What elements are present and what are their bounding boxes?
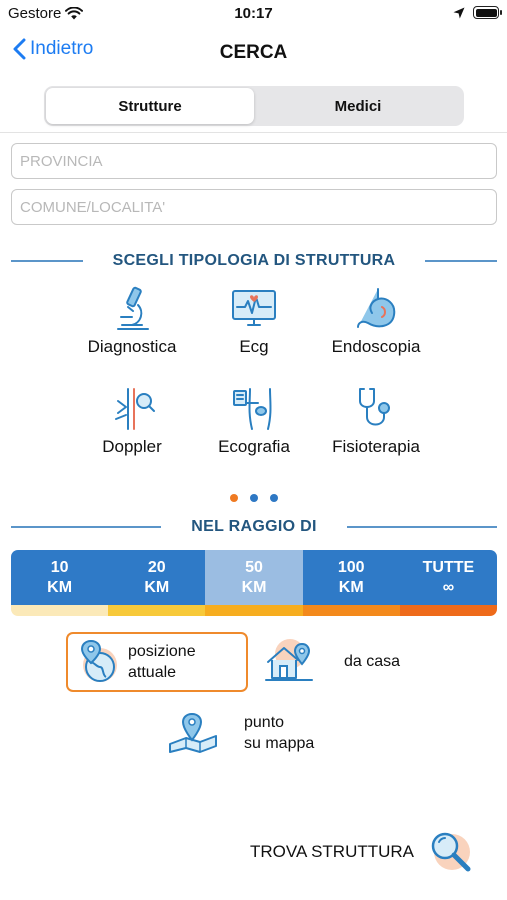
radius-section-title: NEL RAGGIO DI <box>191 518 317 535</box>
comune-input[interactable] <box>11 189 497 225</box>
radius-label <box>303 550 400 605</box>
type-label-doppler: Doppler <box>102 437 162 456</box>
current-position-line1: posizione <box>128 643 196 660</box>
current-position-label <box>128 641 196 683</box>
globe-pin-icon <box>78 639 120 685</box>
page-dot[interactable] <box>250 494 258 502</box>
header-line-left <box>11 260 83 262</box>
type-label-fisioterapia: Fisioterapia <box>332 437 420 456</box>
divider <box>0 132 507 133</box>
radius-unit: KM <box>144 578 170 596</box>
header-line-right <box>425 260 497 262</box>
house-pin-icon <box>264 638 314 684</box>
radius-value: 50 <box>245 558 263 576</box>
stomach-icon <box>352 285 400 333</box>
radius-label <box>400 550 497 605</box>
status-right <box>453 6 499 19</box>
province-input[interactable] <box>11 143 497 179</box>
stethoscope-icon <box>352 385 400 433</box>
type-label-ecg: Ecg <box>239 337 269 356</box>
battery-fill <box>476 9 497 17</box>
radius-unit: KM <box>47 578 73 596</box>
segmented-control <box>44 86 464 126</box>
map-point-label <box>244 712 314 754</box>
location-arrow-icon <box>453 7 465 19</box>
ecg-monitor-icon <box>230 285 278 333</box>
ultrasound-icon <box>230 385 278 433</box>
header-line-left <box>11 526 161 528</box>
type-label-endoscopia: Endoscopia <box>331 337 421 356</box>
type-item-doppler[interactable] <box>67 385 197 457</box>
back-label: Indietro <box>30 38 94 59</box>
current-position-option[interactable] <box>66 632 248 692</box>
radius-value: 20 <box>147 558 166 576</box>
radius-option-100[interactable] <box>303 550 400 616</box>
page-dot[interactable] <box>230 494 238 502</box>
radius-value: 100 <box>337 558 365 576</box>
radius-unit: KM <box>241 578 267 596</box>
radius-option-50[interactable] <box>205 550 302 616</box>
page-dot[interactable] <box>270 494 278 502</box>
radius-label <box>108 550 205 605</box>
radius-option-10[interactable] <box>11 550 108 616</box>
clock: 10:17 <box>234 5 273 22</box>
type-item-diagnostica[interactable] <box>67 285 197 357</box>
microscope-icon <box>108 285 156 333</box>
type-item-endoscopia[interactable] <box>311 285 441 357</box>
radius-label <box>11 550 108 605</box>
battery-icon <box>473 6 499 19</box>
home-option[interactable] <box>264 638 400 684</box>
tab-strutture[interactable]: Strutture <box>46 88 254 124</box>
type-item-ecografia[interactable] <box>189 385 319 457</box>
nav-bar <box>0 28 507 78</box>
carrier-name: Gestore <box>8 5 62 22</box>
header-line-right <box>347 526 497 528</box>
type-label-ecografia: Ecografia <box>218 437 290 456</box>
types-section-title: SCEGLI TIPOLOGIA DI STRUTTURA <box>112 252 396 269</box>
map-pin-icon <box>168 712 218 754</box>
status-bar <box>0 0 507 28</box>
radius-label <box>205 550 302 605</box>
tab-medici[interactable]: Medici <box>334 97 382 115</box>
radius-strip <box>303 605 400 616</box>
map-point-option[interactable] <box>168 712 314 754</box>
radius-selector <box>11 550 497 616</box>
radius-unit: KM <box>338 578 364 596</box>
doppler-icon <box>108 385 156 433</box>
radius-value: TUTTE <box>422 558 475 576</box>
find-structure-button[interactable] <box>250 828 474 876</box>
radius-strip <box>108 605 205 616</box>
current-position-line2: attuale <box>128 664 177 681</box>
map-point-line2: su mappa <box>244 735 315 752</box>
type-item-ecg[interactable] <box>189 285 319 357</box>
radius-unit: ∞ <box>442 578 455 596</box>
page-indicator <box>0 494 507 502</box>
radius-value: 10 <box>50 558 69 576</box>
page-title: CERCA <box>219 42 288 63</box>
radius-strip <box>400 605 497 616</box>
radius-option-20[interactable] <box>108 550 205 616</box>
radius-section-header <box>11 518 497 536</box>
radius-strip <box>11 605 108 616</box>
magnifier-icon <box>426 828 474 876</box>
home-label: da casa <box>344 652 401 670</box>
map-point-line1: punto <box>244 714 285 731</box>
radius-strip <box>205 605 302 616</box>
radius-option-all[interactable] <box>400 550 497 616</box>
type-label-diagnostica: Diagnostica <box>87 337 177 356</box>
types-section-header <box>11 252 497 270</box>
find-structure-label: TROVA STRUTTURA <box>250 842 415 861</box>
type-item-fisioterapia[interactable] <box>311 385 441 457</box>
